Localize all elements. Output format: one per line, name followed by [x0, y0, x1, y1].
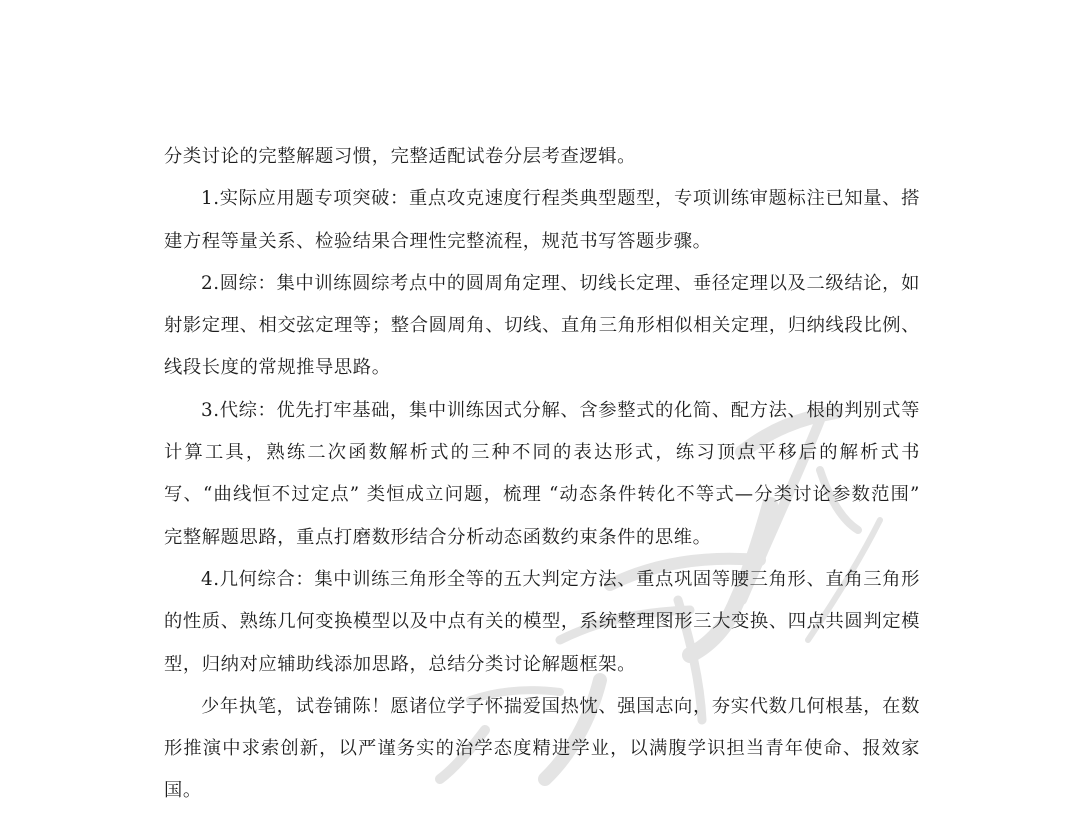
paragraph-continuation: 分类讨论的完整解题习惯，完整适配试卷分层考查逻辑。 — [164, 146, 637, 167]
body-text — [164, 136, 920, 813]
paragraph-closing-message: 少年执笔，试卷铺陈！愿诸位学子怀揣爱国热忱、强国志向，夯实代数几何根基，在数形推演中求索创新，以严谨务实的治学态度精进学业，以满腹学识担当青年使命、报效家国。 — [164, 695, 920, 802]
paragraph-algebra-synthesis: 3.代综：优先打牢基础，集中训练因式分解、含参整式的化简、配方法、根的判别式等计算工具，熟练二次函数解析式的三种不同的表达形式，练习顶点平移后的解析式书写、“曲线恒不过定点” 类恒成立问题，梳理 “动态条件转化不等式—分类讨论参数范围” 完整解题思路，重点打磨数形结合分析动态函数约束条件的思维。 — [164, 399, 920, 548]
paragraph-geometry-synthesis: 4.几何综合：集中训练三角形全等的五大判定方法、重点巩固等腰三角形、直角三角形的性质、熟练几何变换模型以及中点有关的模型，系统整理图形三大变换、四点共圆判定模型，归纳对应辅助线添加思路，总结分类讨论解题框架。 — [164, 568, 920, 675]
paragraph-applied-problems: 1.实际应用题专项突破：重点攻克速度行程类典型题型，专项训练审题标注已知量、搭建方程等量关系、检验结果合理性完整流程，规范书写答题步骤。 — [164, 188, 920, 252]
paragraph-circle-synthesis: 2.圆综：集中训练圆综考点中的圆周角定理、切线长定理、垂径定理以及二级结论，如射影定理、相交弦定理等；整合圆周角、切线、直角三角形相似相关定理，归纳线段比例、线段长度的常规推导思路。 — [164, 272, 920, 379]
